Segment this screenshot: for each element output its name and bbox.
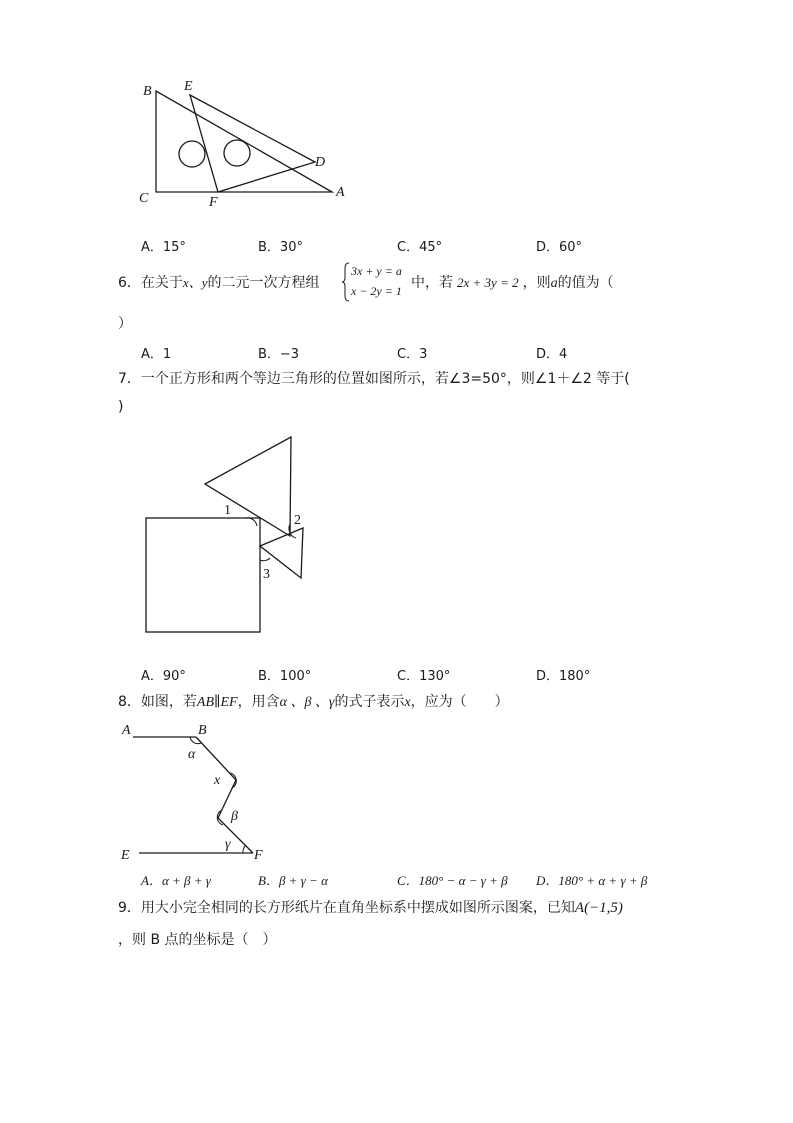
q8-prefix: 8．如图，若 xyxy=(118,694,197,710)
q8-suffix: ，应为（ ） xyxy=(410,694,509,710)
gamma-arc xyxy=(243,845,246,853)
q6-prefix: 6．在关于 xyxy=(118,275,183,291)
hole-right xyxy=(224,140,250,166)
label-beta: β xyxy=(231,809,238,824)
label-b: B xyxy=(198,723,207,738)
q7-square-triangles-figure xyxy=(140,430,320,640)
q9-point: A(−1,5) xyxy=(574,900,623,916)
q6-mid: 的二元一次方程组 xyxy=(207,275,320,291)
angle-3-label: 3 xyxy=(263,567,270,582)
angle-2-label: 2 xyxy=(294,513,301,528)
angle-3-arc xyxy=(260,558,270,561)
q8-mid2: 的式子表示 xyxy=(334,694,405,710)
q8-option-c[interactable] xyxy=(397,870,508,889)
label-b: B xyxy=(143,84,152,99)
q8-option-c-text: C．180° − α − γ + β xyxy=(397,873,508,888)
q5-option-c[interactable]: C．45° xyxy=(397,240,443,255)
q8-option-b-text: B．β + γ − α xyxy=(258,873,328,888)
q6-eq2: x − 2y = 1 xyxy=(351,284,402,298)
q6-suffix: 的值为（ xyxy=(557,275,614,291)
label-a: A xyxy=(122,723,131,738)
label-a: A xyxy=(336,185,345,200)
upper-triangle xyxy=(205,437,291,536)
q5-option-b[interactable]: B．30° xyxy=(258,240,303,255)
q5-triangle-figure xyxy=(130,70,360,210)
q6-option-d[interactable]: D．4 xyxy=(536,347,568,362)
q7-option-c[interactable]: C．130° xyxy=(397,669,451,684)
label-f: F xyxy=(254,848,263,863)
label-e: E xyxy=(184,79,193,94)
q6-option-a[interactable]: A．1 xyxy=(141,347,172,362)
q6-vars: x、y xyxy=(182,275,208,290)
q7-close-paren: ) xyxy=(118,399,124,415)
label-e: E xyxy=(121,848,130,863)
label-c: C xyxy=(139,191,149,206)
zigzag-path xyxy=(196,737,253,853)
q6-mid3: ，则 xyxy=(522,275,551,291)
q6-option-b[interactable]: B．−3 xyxy=(258,347,300,362)
q8-mid: ，用含 xyxy=(237,694,280,710)
q8-x: x xyxy=(404,695,411,710)
q9-line2: ，则 B 点的坐标是（ ） xyxy=(118,932,277,948)
label-x: x xyxy=(214,773,221,788)
q6-stem-tail xyxy=(411,274,614,293)
q6-eq1: 3x + y = a xyxy=(351,264,402,278)
q6-mid2: 中，若 xyxy=(411,275,453,291)
q7-option-d[interactable]: D．180° xyxy=(536,669,591,684)
square xyxy=(146,518,260,632)
q6-option-c[interactable]: C．3 xyxy=(397,347,428,362)
q6-stem xyxy=(118,274,319,292)
hole-left xyxy=(179,141,205,167)
q8-option-d-text: D．180° + α + γ + β xyxy=(536,873,648,888)
q9-line1: 9．用大小完全相同的长方形纸片在直角坐标系中摆成如图所示图案，已知 xyxy=(118,900,575,916)
q9-stem xyxy=(118,899,623,917)
q8-stem xyxy=(118,693,509,712)
q8-option-d[interactable] xyxy=(536,870,647,889)
q7-option-b[interactable]: B．100° xyxy=(258,669,312,684)
angle-1-arc xyxy=(245,518,257,526)
q6-close-paren: ） xyxy=(118,316,132,332)
label-d: D xyxy=(315,155,326,170)
q6-condition: 2x + 3y = 2 xyxy=(457,275,519,290)
triangle-def xyxy=(190,95,315,192)
q6-equation-system xyxy=(342,262,412,302)
q5-option-a[interactable]: A．15° xyxy=(141,240,186,255)
q6-alpha: a xyxy=(550,276,558,291)
brace-icon xyxy=(342,262,350,302)
q8-parallel: AB∥EF xyxy=(196,695,238,710)
angle-1-label: 1 xyxy=(224,503,231,518)
q8-option-b[interactable] xyxy=(258,870,328,889)
q8-option-a-text: A．α + β + γ xyxy=(141,873,211,888)
q5-option-d[interactable]: D．60° xyxy=(536,240,583,255)
q7-option-a[interactable]: A．90° xyxy=(141,669,186,684)
q7-stem: 7．一个正方形和两个等边三角形的位置如图所示，若∠3=50°，则∠1＋∠2 等于( xyxy=(118,371,630,387)
q8-greek: α 、β 、γ xyxy=(279,695,335,710)
label-alpha: α xyxy=(188,747,196,762)
q8-parallel-lines-figure xyxy=(115,715,275,865)
label-f: F xyxy=(209,195,218,210)
label-gamma: γ xyxy=(225,837,231,852)
q8-option-a[interactable] xyxy=(141,870,211,889)
